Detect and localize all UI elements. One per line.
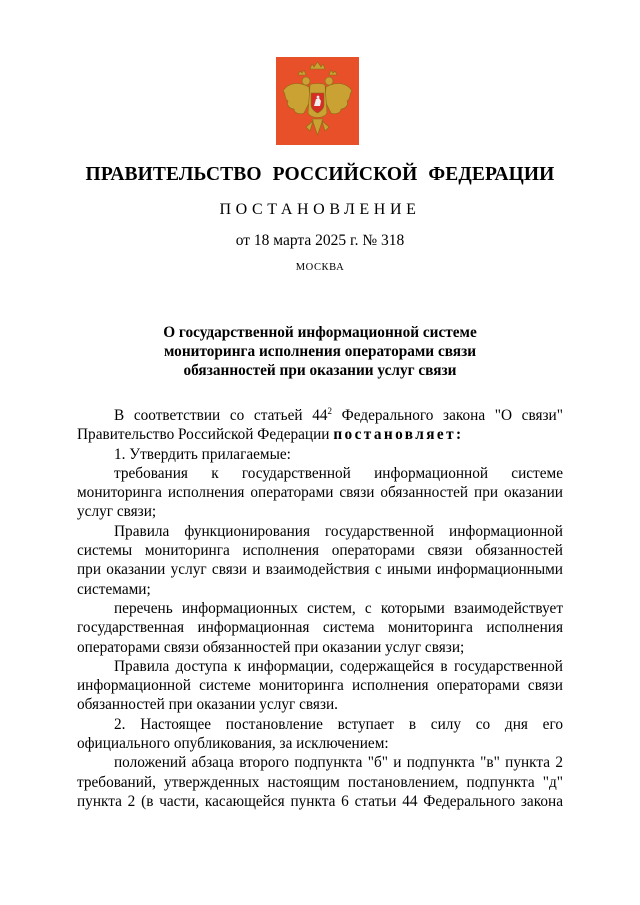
superscript: 2 [327,405,333,416]
paragraph: 2. Настоящее постановление вступает в силу со дня его [114,715,563,733]
paragraph: положений абзаца второго подпункта "б" и подпункта "в" пункта 2 [114,754,563,772]
paragraph: обязанностей при оказании услуг связи. [77,696,339,714]
document-type: ПОСТАНОВЛЕНИЕ [219,201,421,218]
paragraph: требования к государственной информационной системе [114,464,563,482]
decree-verb: постановляет: [333,426,464,444]
document-title [100,323,540,380]
paragraph: В соответствии со статьей $44^2$ Федерального закона "О связи" [114,405,563,424]
paragraph: пункта 2 (в части, касающейся пункта 6 статьи 44 Федерального закона [77,792,563,810]
paragraph: системами; [77,580,151,598]
title-line: мониторинга исполнения операторами связи [163,343,477,360]
paragraph: мониторинга исполнения операторами связи обязанностей при оказании [77,484,563,502]
document-city: МОСКВА [295,262,345,273]
paragraph: услуг связи; [77,503,157,521]
paragraph: перечень информационных систем, с которыми взаимодействует [114,599,563,617]
government-name: ПРАВИТЕЛЬСТВО РОССИЙСКОЙ ФЕДЕРАЦИИ [85,164,555,185]
document-body [77,406,563,811]
paragraph: системы мониторинга исполнения операторами связи обязанностей [77,542,563,560]
paragraph: Правила функционирования государственной информационной [114,522,563,540]
paragraph: Правительство Российской Федерации постановляет: [77,426,464,444]
paragraph: при оказании услуг связи и взаимодействия с иными информационными [77,561,563,579]
paragraph: 1. Утвердить прилагаемые: [114,445,291,463]
coat-of-arms-icon [276,57,359,145]
paragraph: информационной системе мониторинга исполнения операторами связи [77,677,563,695]
paragraph: требований, утвержденных настоящим постановлением, подпункта "д" [77,773,563,791]
title-line: обязанностей при оказании услуг связи [183,362,457,379]
paragraph: Правила доступа к информации, содержащейся в государственной [114,657,563,675]
paragraph: государственная информационная система мониторинга исполнения [77,619,563,637]
document-date-number: от 18 марта 2025 г. № 318 [235,232,405,249]
paragraph: официального опубликования, за исключением: [77,735,389,753]
paragraph: операторами связи обязанностей при оказании услуг связи; [77,638,465,656]
title-line: О государственной информационной системе [163,324,477,341]
